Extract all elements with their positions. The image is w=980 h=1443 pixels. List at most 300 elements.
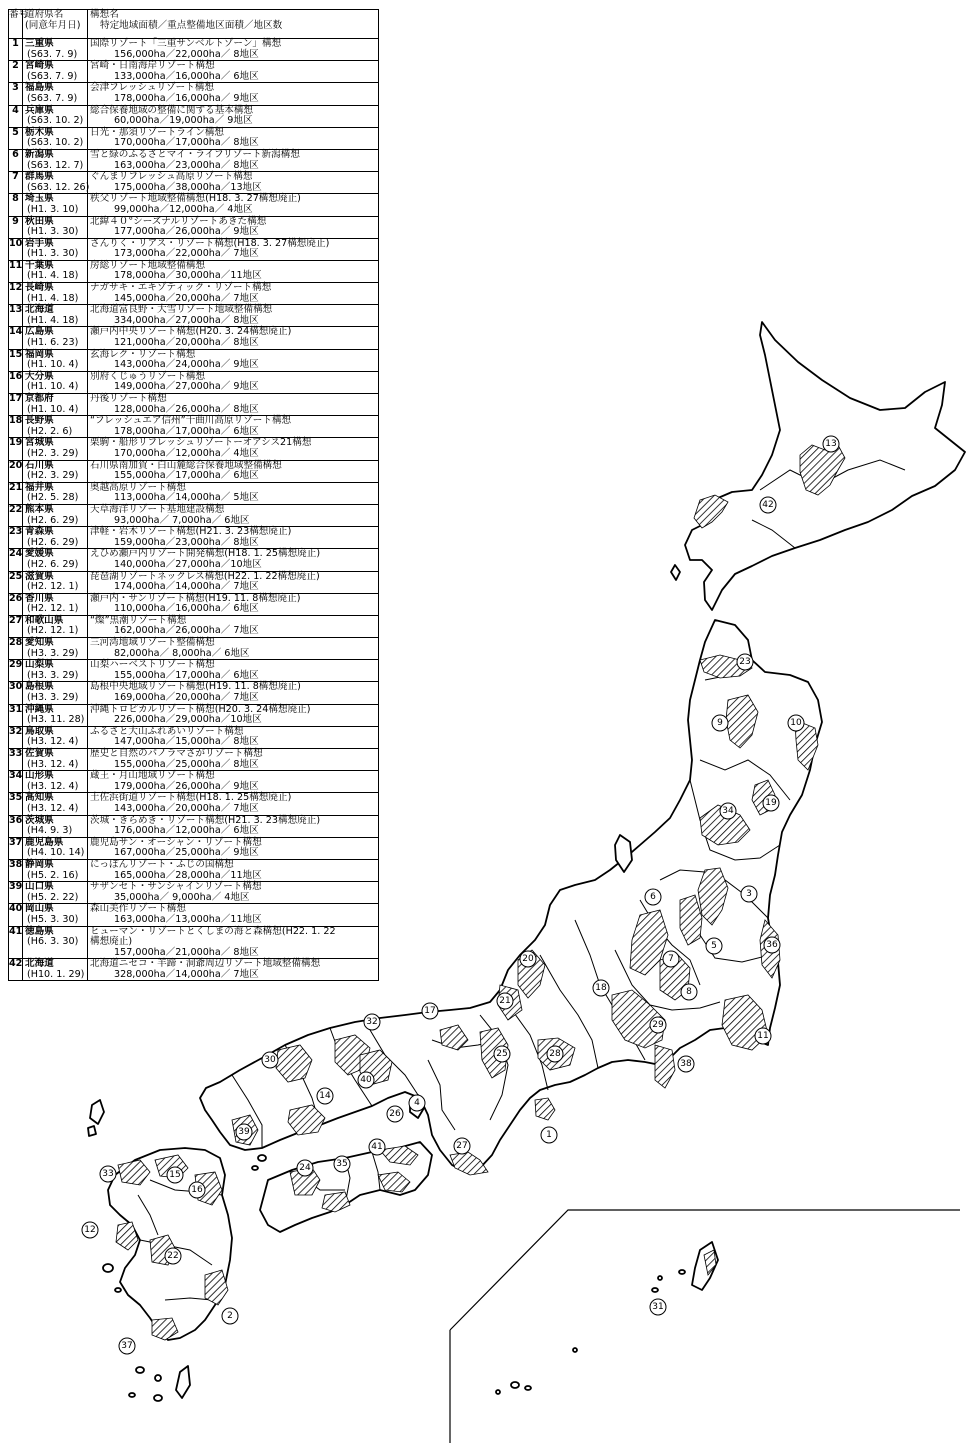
approval-date: (H2. 12. 1) xyxy=(27,603,79,615)
prefecture-name: 北海道 xyxy=(25,958,54,970)
plan-area: 174,000ha／14,000ha／ 7地区 xyxy=(114,581,259,593)
approval-date: (H1. 3. 30) xyxy=(27,248,79,260)
plan-area: 162,000ha／26,000ha／ 7地区 xyxy=(114,625,259,637)
plan-name: 山梨ハーベストリゾート構想 xyxy=(90,659,215,671)
prefecture-name: 山梨県 xyxy=(25,659,54,671)
map-marker-12 xyxy=(82,1222,98,1238)
prefecture-name: 滋賀県 xyxy=(25,570,54,582)
prefecture-name: 高知県 xyxy=(25,792,54,804)
marker-number: 30 xyxy=(264,1055,276,1065)
approval-date: (H2. 6. 29) xyxy=(27,558,79,570)
marker-number: 42 xyxy=(762,500,774,510)
approval-date: (H2. 2. 6) xyxy=(27,425,73,437)
plan-area: 35,000ha／ 9,000ha／ 4地区 xyxy=(114,891,250,903)
approval-date: (H1. 6. 23) xyxy=(27,337,79,349)
row-number: 10 xyxy=(9,238,23,260)
marker-number: 12 xyxy=(84,1225,96,1235)
marker-number: 13 xyxy=(825,439,837,449)
map-marker-11 xyxy=(755,1028,771,1044)
row-number: 35 xyxy=(9,793,23,815)
map-marker-21 xyxy=(497,993,513,1009)
plan-area: 147,000ha／15,000ha／ 8地区 xyxy=(114,736,259,748)
okinawa-islands xyxy=(496,1242,718,1394)
map-marker-3 xyxy=(741,886,757,902)
plan-name: 歴史と自然のパノラマさがリゾート構想 xyxy=(90,748,263,759)
approval-date: (H2. 3. 29) xyxy=(27,470,79,482)
approval-date: (H2. 3. 29) xyxy=(27,447,79,459)
map-marker-5 xyxy=(706,938,722,954)
header-plan-name: 構想名 xyxy=(90,9,119,20)
map-marker-8 xyxy=(681,984,697,1000)
plan-name: 北海道富良野・大雪リゾート地域整備構想 xyxy=(90,304,273,316)
plan-area: 82,000ha／ 8,000ha／ 6地区 xyxy=(114,647,250,659)
plan-name: 丹後リゾート構想 xyxy=(90,393,167,404)
prefecture-name: 佐賀県 xyxy=(25,748,54,759)
map-marker-27 xyxy=(454,1138,470,1154)
island-rishiri xyxy=(671,565,680,580)
prefecture-name: 京都府 xyxy=(25,393,54,404)
hatched-area-1 xyxy=(535,1098,555,1120)
approval-date: (H2. 6. 29) xyxy=(27,536,79,548)
prefecture-name: 新潟県 xyxy=(25,148,54,160)
plan-area: 173,000ha／22,000ha／ 7地区 xyxy=(114,248,259,260)
plan-area: 156,000ha／22,000ha／ 8地区 xyxy=(114,48,259,60)
plan-name: 茨城・きらめき・リゾート構想(H21. 3. 23構想廃止) xyxy=(90,814,321,826)
map-marker-15 xyxy=(167,1167,183,1183)
map-marker-17 xyxy=(422,1003,438,1019)
map-marker-38 xyxy=(678,1056,694,1072)
prefecture-name: 福井県 xyxy=(25,481,54,493)
approval-date: (H1. 10. 4) xyxy=(27,359,79,371)
plan-name: えひめ瀬戸内リゾート開発構想(H18. 1. 25構想廃止) xyxy=(90,548,321,560)
row-number: 12 xyxy=(9,283,23,305)
map-marker-10 xyxy=(788,715,804,731)
map-marker-40 xyxy=(358,1072,374,1088)
plan-name: 蔵王・月山地域リゾート構想 xyxy=(90,770,215,782)
row-number: 36 xyxy=(9,815,23,837)
approval-date: (H1. 3. 10) xyxy=(27,203,79,215)
plan-area: 163,000ha／13,000ha／11地区 xyxy=(114,913,262,925)
plan-name: 天草海洋リゾート基地建設構想 xyxy=(90,503,225,515)
plan-area: 113,000ha／14,000ha／ 5地区 xyxy=(114,492,259,504)
plan-name: 日光・那須リゾートライン構想 xyxy=(90,126,225,138)
prefecture-name: 長崎県 xyxy=(25,282,54,294)
marker-number: 36 xyxy=(766,940,778,950)
row-number: 7 xyxy=(9,172,23,194)
plan-area: 226,000ha／29,000ha／10地区 xyxy=(114,714,262,726)
marker-number: 8 xyxy=(686,987,692,997)
prefecture-name: 群馬県 xyxy=(25,171,54,183)
map-marker-33 xyxy=(100,1166,116,1182)
map-marker-2 xyxy=(222,1308,238,1324)
approval-date: (H1. 3. 30) xyxy=(27,226,79,238)
map-marker-28 xyxy=(547,1046,563,1062)
prefecture-name: 石川県 xyxy=(25,459,54,471)
approval-date: (H10. 1. 29) xyxy=(27,968,85,980)
approval-date: (S63. 12. 26) xyxy=(27,181,90,193)
approval-date: (H3. 12. 4) xyxy=(27,736,79,748)
row-number: 39 xyxy=(9,882,23,904)
row-number: 41 xyxy=(9,926,23,959)
prefecture-name: 栃木県 xyxy=(25,126,54,138)
prefecture-name: 福島県 xyxy=(25,82,54,94)
marker-number: 26 xyxy=(389,1109,401,1119)
plan-name-cont: 構想廃止) xyxy=(90,936,133,948)
marker-number: 23 xyxy=(739,657,751,667)
marker-number: 27 xyxy=(456,1141,468,1151)
prefecture-name: 和歌山県 xyxy=(25,614,64,626)
prefecture-name: 三重県 xyxy=(25,38,54,49)
plan-name: “フレッシュエア信州”千曲川高原リゾート構想 xyxy=(90,415,292,427)
marker-number: 18 xyxy=(595,983,607,993)
approval-date: (H5. 2. 22) xyxy=(27,891,79,903)
marker-number: 39 xyxy=(238,1127,250,1137)
header-approval-date: (同意年月日) xyxy=(25,19,81,31)
marker-number: 7 xyxy=(668,954,674,964)
row-number: 33 xyxy=(9,749,23,771)
plan-area: 165,000ha／28,000ha／11地区 xyxy=(114,869,262,881)
prefecture-name: 埼玉県 xyxy=(25,193,54,205)
row-number: 25 xyxy=(9,571,23,593)
marker-number: 10 xyxy=(790,718,802,728)
row-number: 42 xyxy=(9,959,23,981)
approval-date: (H4. 10. 14) xyxy=(27,847,85,859)
map-marker-19 xyxy=(763,795,779,811)
plan-area: 143,000ha／20,000ha／ 7地区 xyxy=(114,802,259,814)
prefecture-name: 長野県 xyxy=(25,415,54,427)
row-number: 1 xyxy=(9,39,23,61)
map-marker-9 xyxy=(712,715,728,731)
plan-name: 鹿児島サン・オーシャン・リゾート構想 xyxy=(90,836,262,848)
plan-area: 176,000ha／12,000ha／ 6地区 xyxy=(114,825,259,837)
prefecture-name: 熊本県 xyxy=(25,503,54,515)
prefecture-name: 兵庫県 xyxy=(25,104,54,116)
row-number: 26 xyxy=(9,593,23,615)
prefecture-name: 山形県 xyxy=(25,770,54,782)
plan-area: 170,000ha／17,000ha／ 8地区 xyxy=(114,137,259,149)
row-number: 37 xyxy=(9,837,23,859)
map-marker-7 xyxy=(663,951,679,967)
map-marker-20 xyxy=(520,951,536,967)
plan-area: 178,000ha／17,000ha／ 6地区 xyxy=(114,425,259,437)
header-number: 番号 xyxy=(9,10,23,39)
approval-date: (H5. 2. 16) xyxy=(27,869,79,881)
approval-date: (S63. 7. 9) xyxy=(27,48,78,60)
map-marker-26 xyxy=(387,1106,403,1122)
plan-name: 琵琶湖リゾートネックレス構想(H22. 1. 22構想廃止) xyxy=(90,570,320,582)
hatched-area-35 xyxy=(322,1192,350,1212)
map-marker-35 xyxy=(334,1156,350,1172)
plan-area: 328,000ha／14,000ha／ 7地区 xyxy=(114,968,259,980)
plan-name: 房総リゾート地域整備構想 xyxy=(90,259,206,271)
approval-date: (H1. 10. 4) xyxy=(27,403,79,415)
marker-number: 28 xyxy=(549,1049,561,1059)
approval-date: (H3. 12. 4) xyxy=(27,802,79,814)
map-marker-42 xyxy=(760,497,776,513)
map-marker-4 xyxy=(409,1095,425,1111)
plan-name: 総合保養地域の整備に関する基本構想 xyxy=(90,104,254,116)
row-number: 28 xyxy=(9,638,23,660)
row-number: 31 xyxy=(9,704,23,726)
plan-name: 土佐浜街道リゾート構想(H18. 1. 25構想廃止) xyxy=(90,792,292,804)
row-number: 22 xyxy=(9,504,23,526)
approval-date: (S63. 7. 9) xyxy=(27,92,78,104)
plan-name: サザンセト・サンシャインリゾート構想 xyxy=(90,881,262,893)
map-marker-1 xyxy=(541,1127,557,1143)
plan-name: 森山美作リゾート構想 xyxy=(90,903,186,915)
prefecture-name: 千葉県 xyxy=(25,259,54,271)
row-number: 11 xyxy=(9,260,23,282)
approval-date: (H3. 11. 28) xyxy=(27,714,85,726)
plan-area: 155,000ha／17,000ha／ 6地区 xyxy=(114,669,259,681)
marker-number: 20 xyxy=(522,954,534,964)
plan-area: 175,000ha／38,000ha／13地区 xyxy=(114,181,262,193)
row-number: 40 xyxy=(9,904,23,926)
approval-date: (H5. 3. 30) xyxy=(27,913,79,925)
marker-number: 29 xyxy=(652,1020,664,1030)
row-number: 30 xyxy=(9,682,23,704)
row-number: 21 xyxy=(9,482,23,504)
plan-area: 155,000ha／17,000ha／ 6地区 xyxy=(114,470,259,482)
row-number: 24 xyxy=(9,549,23,571)
row-number: 32 xyxy=(9,726,23,748)
map-marker-39 xyxy=(236,1124,252,1140)
marker-number: 14 xyxy=(319,1091,331,1101)
plan-name: 石川県南加賀・白山麓総合保養地域整備構想 xyxy=(90,459,282,471)
marker-number: 37 xyxy=(121,1341,133,1351)
map-marker-34 xyxy=(720,803,736,819)
plan-name: ナガサキ・エキゾティック・リゾート構想 xyxy=(90,282,272,294)
marker-number: 25 xyxy=(496,1049,508,1059)
plan-area: 99,000ha／12,000ha／ 4地区 xyxy=(114,203,253,215)
approval-date: (S63. 7. 9) xyxy=(27,70,78,82)
prefecture-name: 岡山県 xyxy=(25,903,54,915)
approval-date: (H4. 9. 3) xyxy=(27,825,73,837)
prefecture-name: 徳島県 xyxy=(25,925,54,937)
row-number: 15 xyxy=(9,349,23,371)
map-marker-16 xyxy=(189,1182,205,1198)
marker-number: 19 xyxy=(765,798,777,808)
marker-number: 15 xyxy=(169,1170,181,1180)
plan-area: 159,000ha／23,000ha／ 8地区 xyxy=(114,536,259,548)
plan-name: 北緯４０°シーズナルリゾートあきた構想 xyxy=(90,215,267,227)
marker-number: 38 xyxy=(680,1059,692,1069)
map-marker-18 xyxy=(593,980,609,996)
approval-date: (H2. 5. 28) xyxy=(27,492,79,504)
plan-area: 143,000ha／24,000ha／ 9地区 xyxy=(114,359,259,371)
plan-area: 145,000ha／20,000ha／ 7地区 xyxy=(114,292,259,304)
map-marker-37 xyxy=(119,1338,135,1354)
row-number: 9 xyxy=(9,216,23,238)
hatched-area-38 xyxy=(655,1045,675,1088)
plan-area: 128,000ha／26,000ha／ 8地区 xyxy=(114,403,259,415)
plan-area: 157,000ha／21,000ha／ 8地区 xyxy=(114,946,259,958)
plan-name: ぐんまリフレッシュ高原リゾート構想 xyxy=(90,171,253,183)
row-number: 3 xyxy=(9,83,23,105)
prefecture-name: 鳥取県 xyxy=(25,725,54,737)
prefecture-name: 広島県 xyxy=(25,326,54,338)
row-number: 38 xyxy=(9,859,23,881)
plan-name: 瀬戸内中央リゾート構想(H20. 3. 24構想廃止) xyxy=(90,326,292,338)
map-marker-31 xyxy=(650,1299,666,1315)
approval-date: (H1. 4. 18) xyxy=(27,292,79,304)
marker-number: 31 xyxy=(652,1302,664,1312)
plan-name: 秩父リゾート地域整備構想(H18. 3. 27構想廃止) xyxy=(90,193,301,205)
plan-name: 奥越高原リゾート構想 xyxy=(90,481,186,493)
row-number: 6 xyxy=(9,149,23,171)
map-marker-23 xyxy=(737,654,753,670)
marker-number: 24 xyxy=(299,1163,311,1173)
map-marker-29 xyxy=(650,1017,666,1033)
prefecture-name: 青森県 xyxy=(25,526,54,538)
approval-date: (H2. 12. 1) xyxy=(27,625,79,637)
approval-date: (H6. 3. 30) xyxy=(27,936,79,948)
plan-area: 149,000ha／27,000ha／ 9地区 xyxy=(114,381,259,393)
prefecture-name: 静岡県 xyxy=(25,858,54,870)
marker-number: 41 xyxy=(371,1142,383,1152)
plan-name: にっぽんリゾート・ふじの国構想 xyxy=(90,858,234,870)
plan-name: 会津フレッシュリゾート構想 xyxy=(90,82,215,94)
plan-area: 179,000ha／26,000ha／ 9地区 xyxy=(114,780,259,792)
prefecture-name: 北海道 xyxy=(25,304,54,316)
marker-number: 9 xyxy=(717,718,723,728)
header-area-info: 特定地域面積／重点整備地区面積／地区数 xyxy=(100,19,283,31)
map-marker-30 xyxy=(262,1052,278,1068)
plan-area: 121,000ha／20,000ha／ 8地区 xyxy=(114,337,259,349)
plan-area: 170,000ha／12,000ha／ 4地区 xyxy=(114,447,259,459)
map-marker-32 xyxy=(364,1014,380,1030)
marker-number: 1 xyxy=(546,1130,552,1140)
prefecture-name: 愛媛県 xyxy=(25,548,54,560)
plan-area: 178,000ha／30,000ha／11地区 xyxy=(114,270,262,282)
map-marker-41 xyxy=(369,1139,385,1155)
prefecture-name: 宮崎県 xyxy=(25,60,54,72)
prefecture-name: 島根県 xyxy=(25,681,54,693)
approval-date: (H3. 3. 29) xyxy=(27,692,79,704)
plan-name: 玄海レク・リゾート構想 xyxy=(90,348,196,360)
marker-number: 17 xyxy=(424,1006,436,1016)
header-prefecture-name: 道府県名 xyxy=(25,9,64,20)
approval-date: (H1. 4. 18) xyxy=(27,314,79,326)
row-number: 27 xyxy=(9,615,23,637)
marker-number: 11 xyxy=(757,1031,769,1041)
marker-number: 35 xyxy=(336,1159,348,1169)
plan-area: 334,000ha／27,000ha／ 8地区 xyxy=(114,314,259,326)
row-number: 13 xyxy=(9,305,23,327)
prefecture-name: 福岡県 xyxy=(25,348,54,360)
row-number: 14 xyxy=(9,327,23,349)
marker-number: 22 xyxy=(167,1251,179,1261)
row-number: 23 xyxy=(9,527,23,549)
prefecture-name: 鹿児島県 xyxy=(25,836,64,848)
plan-name: 宮崎・日南海岸リゾート構想 xyxy=(90,60,215,72)
plan-area: 178,000ha／16,000ha／ 9地区 xyxy=(114,92,259,104)
plan-area: 60,000ha／19,000ha／ 9地区 xyxy=(114,115,253,127)
plan-name: 津軽・岩木リゾート構想(H21. 3. 23構想廃止) xyxy=(90,526,292,538)
plan-name: ふるさと大山ふれあいリゾート構想 xyxy=(90,725,244,737)
map-marker-36 xyxy=(764,937,780,953)
marker-number: 4 xyxy=(414,1098,420,1108)
plan-name: 雪と緑のふるさとマイ・ライフリゾート新潟構想 xyxy=(90,148,300,160)
prefecture-name: 沖縄県 xyxy=(25,703,54,715)
approval-date: (H3. 12. 4) xyxy=(27,780,79,792)
approval-date: (H1. 4. 18) xyxy=(27,270,79,282)
approval-date: (S63. 12. 7) xyxy=(27,159,84,171)
row-number: 16 xyxy=(9,371,23,393)
approval-date: (H2. 12. 1) xyxy=(27,581,79,593)
approval-date: (H2. 6. 29) xyxy=(27,514,79,526)
plan-name: 別府くじゅうリゾート構想 xyxy=(90,370,206,382)
marker-number: 16 xyxy=(191,1185,203,1195)
plan-name: 瀬戸内・サンリゾート構想(H19. 11. 8構想廃止) xyxy=(90,592,301,604)
plan-area: 167,000ha／25,000ha／ 9地区 xyxy=(114,847,259,859)
row-number: 4 xyxy=(9,105,23,127)
plan-area: 140,000ha／27,000ha／10地区 xyxy=(114,558,262,570)
plan-area: 110,000ha／16,000ha／ 6地区 xyxy=(114,603,259,615)
row-number: 29 xyxy=(9,660,23,682)
row-number: 19 xyxy=(9,438,23,460)
marker-number: 3 xyxy=(746,889,752,899)
marker-number: 40 xyxy=(360,1075,372,1085)
prefecture-name: 愛知県 xyxy=(25,637,54,649)
prefecture-name: 香川県 xyxy=(25,592,54,604)
approval-date: (S63. 10. 2) xyxy=(27,115,84,127)
map-marker-14 xyxy=(317,1088,333,1104)
plan-area: 155,000ha／25,000ha／ 8地区 xyxy=(114,758,259,770)
marker-number: 5 xyxy=(711,941,717,951)
row-number: 8 xyxy=(9,194,23,216)
prefecture-name: 山口県 xyxy=(25,881,54,893)
plan-name: 国際リゾート「三重サンベルトゾーン」構想 xyxy=(90,38,282,49)
prefecture-name: 秋田県 xyxy=(25,215,54,227)
row-number: 34 xyxy=(9,771,23,793)
row-number: 2 xyxy=(9,61,23,83)
marker-number: 2 xyxy=(227,1311,233,1321)
plan-area: 169,000ha／20,000ha／ 7地区 xyxy=(114,692,259,704)
marker-number: 34 xyxy=(722,806,734,816)
plan-name: 北海道ニセコ・羊蹄・洞爺周辺リゾート地域整備構想 xyxy=(90,958,321,970)
plan-name: 栗駒・船形リフレッシュリゾートーオアシス21構想 xyxy=(90,437,312,449)
map-marker-22 xyxy=(165,1248,181,1264)
marker-number: 33 xyxy=(102,1169,114,1179)
plan-area: 93,000ha／ 7,000ha／ 6地区 xyxy=(114,514,250,526)
approval-date: (S63. 10. 2) xyxy=(27,137,84,149)
plan-name: 三河湾地域リゾート整備構想 xyxy=(90,637,215,649)
map-marker-13 xyxy=(823,436,839,452)
plan-area: 133,000ha／16,000ha／ 6地区 xyxy=(114,70,259,82)
approval-date: (H1. 10. 4) xyxy=(27,381,79,393)
row-number: 5 xyxy=(9,127,23,149)
plan-name: 島根中央地域リゾート構想(H19. 11. 8構想廃止) xyxy=(90,681,301,693)
plan-name: “燦”黒潮リゾート構想 xyxy=(90,614,187,626)
plan-name: さんりく・リアス・リゾート構想(H18. 3. 27構想廃止) xyxy=(90,237,330,249)
row-number: 20 xyxy=(9,460,23,482)
plan-name: ヒューマン・リゾートとくしまの海と森構想(H22. 1. 22 xyxy=(90,925,336,937)
row-number: 17 xyxy=(9,394,23,416)
prefecture-name: 岩手県 xyxy=(25,237,54,249)
approval-date: (H3. 3. 29) xyxy=(27,669,79,681)
map-marker-25 xyxy=(494,1046,510,1062)
prefecture-name: 大分県 xyxy=(25,370,54,382)
plan-name: 沖縄トロピカルリゾート構想(H20. 3. 24構想廃止) xyxy=(90,703,311,715)
prefecture-name: 宮城県 xyxy=(25,437,54,449)
marker-number: 6 xyxy=(650,892,656,902)
row-number: 18 xyxy=(9,416,23,438)
plan-area: 163,000ha／23,000ha／ 8地区 xyxy=(114,159,259,171)
marker-number: 21 xyxy=(499,996,511,1006)
prefecture-name: 茨城県 xyxy=(25,814,54,826)
marker-number: 32 xyxy=(366,1017,378,1027)
